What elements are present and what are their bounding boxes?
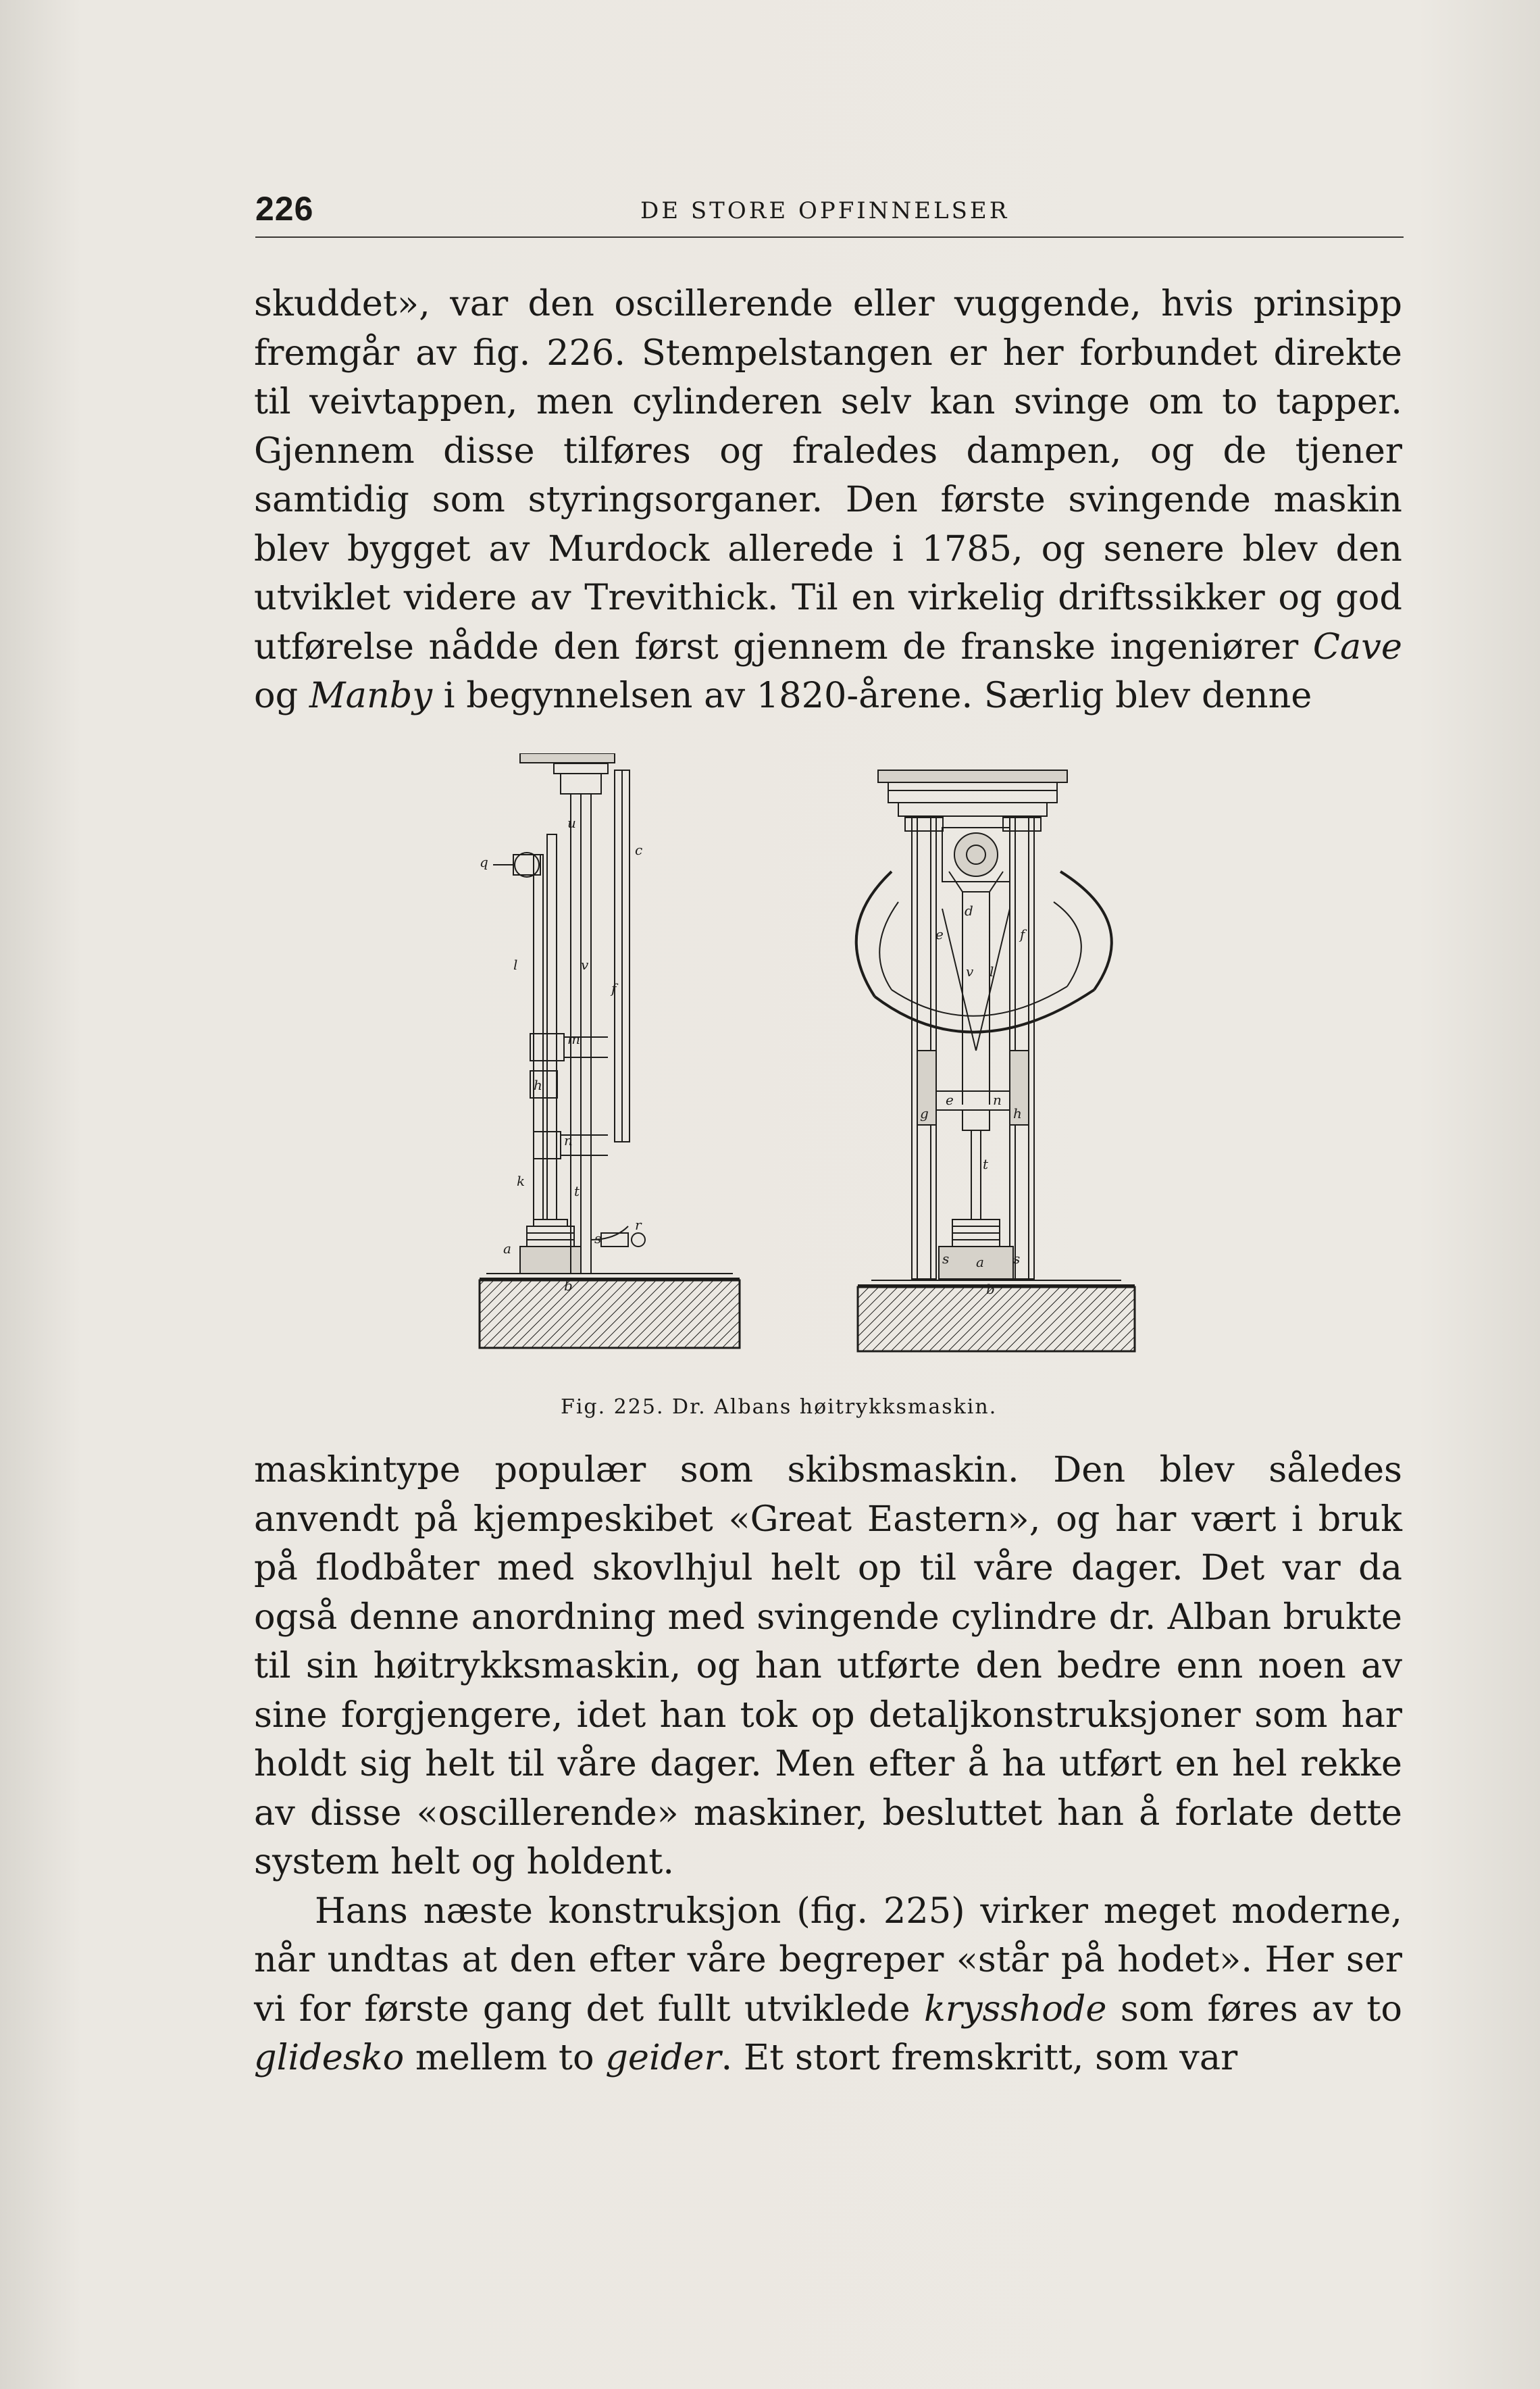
svg-text:v: v xyxy=(581,957,589,973)
svg-text:b: b xyxy=(986,1281,995,1297)
text-run: skuddet», var den oscillerende eller vuggende, hvis prinsipp fremgår av fig. 226. Stempelstangen er her forbundet direkte til veivtappen, men cylinderen selv kan svinge om to tapper. Gjennem disse tilføres og fraledes dampen, og de tjener samtidig som styringsorganer. Den første svingende maskin blev bygget av Murdock allerede i 1785, og senere blev den utviklet videre av Trevithick. Til en virkelig driftssikker og god utførelse nådde den først gjennem de franske ingeniører xyxy=(254,283,1402,668)
svg-text:n: n xyxy=(993,1092,1002,1108)
svg-text:a: a xyxy=(976,1254,984,1270)
svg-text:q: q xyxy=(480,854,488,870)
svg-text:h: h xyxy=(1013,1105,1022,1122)
svg-text:m: m xyxy=(567,1031,580,1047)
side-view xyxy=(480,753,740,1348)
svg-text:a: a xyxy=(503,1240,511,1257)
svg-text:d: d xyxy=(965,903,973,919)
text-run: og xyxy=(254,675,309,716)
svg-text:n: n xyxy=(564,1132,573,1149)
svg-text:s: s xyxy=(942,1251,950,1267)
paragraph xyxy=(254,280,1402,721)
paragraph xyxy=(254,1887,1402,2083)
svg-text:s: s xyxy=(594,1230,602,1247)
svg-text:l: l xyxy=(513,957,518,973)
running-head: DE STORE OPFINNELSER xyxy=(640,197,1010,224)
page-header xyxy=(255,189,1404,238)
right-foundation xyxy=(858,1287,1135,1351)
svg-text:b: b xyxy=(564,1278,573,1294)
svg-text:g: g xyxy=(920,1105,929,1122)
page-number: 226 xyxy=(255,190,314,228)
text-run: . Et stort fremskritt, som var xyxy=(721,2037,1238,2078)
figure-caption: Fig. 225. Dr. Albans høitrykksmaskin. xyxy=(561,1395,998,1419)
name-cave: Cave xyxy=(1312,626,1402,668)
svg-text:f: f xyxy=(1020,926,1025,942)
svg-text:f: f xyxy=(611,980,617,997)
svg-text:t: t xyxy=(983,1156,989,1172)
term-krysshode: krysshode xyxy=(923,1988,1107,2030)
svg-text:h: h xyxy=(534,1077,542,1093)
text-run: som føres av to xyxy=(1106,1988,1402,2030)
svg-text:c: c xyxy=(635,842,643,858)
text-run: i begynnelsen av 1820-årene. Særlig blev denne xyxy=(432,675,1312,716)
text-run: mellem to xyxy=(404,2037,606,2078)
engine-illustration xyxy=(466,753,1155,1355)
svg-text:l: l xyxy=(990,963,994,980)
body-text-bottom xyxy=(254,1446,1402,2083)
body-text-top xyxy=(254,280,1402,721)
svg-text:r: r xyxy=(635,1217,642,1233)
name-manby: Manby xyxy=(309,675,433,716)
svg-text:s: s xyxy=(1013,1251,1021,1267)
svg-text:e: e xyxy=(946,1092,954,1108)
svg-text:t: t xyxy=(574,1183,580,1199)
left-foundation xyxy=(480,1280,740,1348)
svg-text:k: k xyxy=(517,1173,525,1189)
svg-text:v: v xyxy=(966,963,974,980)
term-geider: geider xyxy=(605,2037,721,2078)
text-run: Hans næste konstruksjon (fig. 225) virker meget moderne, når undtas at den efter våre begreper «står på hodet». Her ser vi for første gang det fullt utviklede xyxy=(254,1890,1402,2030)
svg-text:u: u xyxy=(567,815,576,831)
svg-text:e: e xyxy=(935,926,944,942)
term-glidesko: glidesko xyxy=(254,2037,405,2078)
paragraph: maskintype populær som skibsmaskin. Den blev således anvendt på kjempeskibet «Great Eastern», og har vært i bruk på flodbåter med skovlhjul helt op til våre dager. Det var da også denne anordning med svingende cylindre dr. Alban brukte til sin høitrykksmaskin, og han utførte den bedre enn noen av sine forgjengere, idet han tok op detaljkonstruksjoner som har holdt sig helt til våre dager. Men efter å ha utført en hel rekke av disse «oscillerende» maskiner, besluttet han å forlate dette system helt og holdent. xyxy=(254,1449,1402,1882)
front-view xyxy=(856,770,1135,1351)
